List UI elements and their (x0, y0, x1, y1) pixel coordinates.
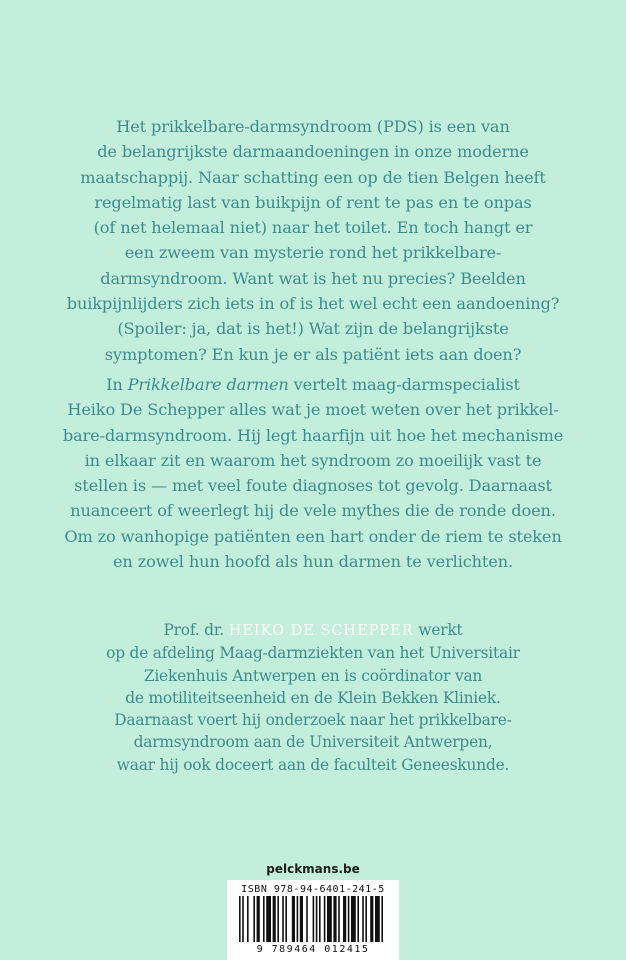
intro-line: darmsyndroom. Want wat is het nu precies? Beelden (100, 268, 526, 288)
intro-line: de belangrijkste darmaandoeningen in onze moderne (97, 142, 529, 162)
description-line: stellen is — met veel foute diagnoses tot gevolg. Daarnaast (74, 476, 552, 496)
author-name: HEIKO DE SCHEPPER (228, 623, 414, 639)
intro-line: (Spoiler: ja, dat is het!) Wat zijn de belangrijkste (117, 319, 509, 339)
intro-line: regelmatig last van buikpijn of rent te pas en te onpas (94, 192, 532, 212)
intro-line: een zweem van mysterie rond het prikkelbare- (124, 243, 502, 263)
book-title: Prikkelbare darmen (127, 375, 289, 394)
bio-line-prefix: Prof. dr. (163, 621, 229, 639)
intro-line: Het prikkelbare-darmsyndroom (PDS) is een van (116, 117, 510, 136)
description-line: Om zo wanhopige patiënten een hart onder de riem te steken (64, 526, 562, 546)
bio-line: waar hij ook doceert aan de faculteit Geneeskunde. (116, 755, 510, 774)
book-description-paragraph (40, 372, 586, 574)
bio-line: Ziekenhuis Antwerpen en is coördinator van (143, 666, 483, 685)
intro-line: symptomen? En kun je er als patiënt iets aan doen? (104, 344, 522, 364)
description-line-suffix: vertelt maag-darmspecialist (288, 375, 520, 394)
intro-line: maatschappij. Naar schatting een op de tien Belgen heeft (80, 167, 546, 187)
description-line-prefix: In (106, 375, 128, 394)
description-line: in elkaar zit en waarom het syndroom zo moeilijk vast te (84, 450, 542, 470)
description-line: bare-darmsyndroom. Hij legt haarfijn uit hoe het mechanisme (62, 425, 564, 445)
bio-line (40, 619, 586, 642)
bio-line-suffix: werkt (413, 621, 463, 639)
bio-line: Daarnaast voert hij onderzoek naar het prikkelbare- (114, 711, 512, 730)
intro-line: (of net helemaal niet) naar het toilet. En toch hangt er (93, 218, 533, 238)
barcode-bars (227, 896, 399, 944)
barcode-digits: 9 789464 012415 (256, 944, 370, 955)
bio-line: de motiliteitseenheid en de Klein Bekken Kliniek. (125, 688, 501, 707)
publisher-url: pelckmans.be (266, 862, 360, 876)
intro-paragraph (40, 114, 586, 367)
isbn-barcode (227, 880, 399, 960)
isbn-label: ISBN 978-94-6401-241-5 (241, 884, 385, 895)
description-line: en zowel hun hoofd als hun darmen te verlichten. (113, 552, 513, 572)
description-line: nuanceert of weerlegt hij de vele mythes die de ronde doen. (70, 501, 556, 521)
description-line: Heiko De Schepper alles wat je moet weten over het prikkel- (67, 400, 559, 420)
bio-line: darmsyndroom aan de Universiteit Antwerpen, (133, 733, 493, 752)
description-line (40, 372, 586, 397)
bio-line: op de afdeling Maag-darmziekten van het Universitair (106, 644, 520, 663)
intro-line: buikpijnlijders zich iets in of is het wel echt een aandoening? (66, 294, 560, 314)
author-bio-paragraph (40, 619, 586, 776)
